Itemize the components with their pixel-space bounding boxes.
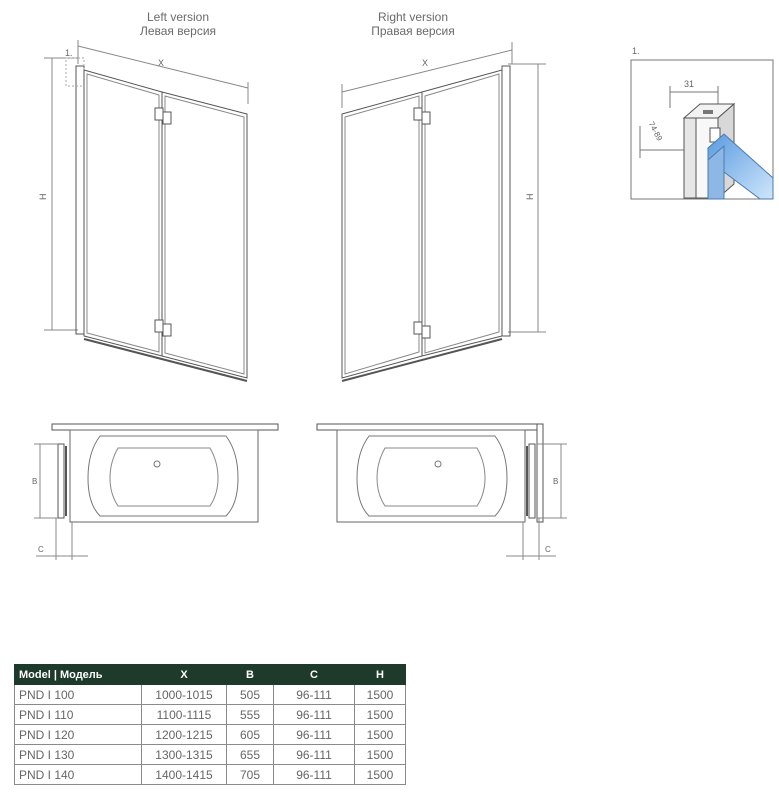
left-version-title-ru: Левая версия — [139, 24, 217, 38]
cell-x: 1000-1015 — [142, 685, 227, 705]
left-version-front-view — [44, 40, 248, 381]
left-height-label: H — [38, 193, 48, 200]
cell-model: PND I 120 — [15, 725, 142, 745]
right-width-label: X — [422, 58, 429, 68]
cell-model: PND I 110 — [15, 705, 142, 725]
cell-b: 655 — [227, 745, 274, 765]
right-c-label: C — [545, 545, 551, 554]
table-row — [15, 765, 406, 785]
table-header-row — [15, 665, 406, 685]
right-version-front-view — [342, 42, 546, 381]
header-c: C — [274, 665, 355, 685]
cell-model: PND I 100 — [15, 685, 142, 705]
cell-model: PND I 130 — [15, 745, 142, 765]
table-row — [15, 685, 406, 705]
right-version-title-en: Right version — [377, 10, 449, 24]
cell-model: PND I 140 — [15, 765, 142, 785]
cell-h: 1500 — [355, 745, 406, 765]
right-version-title-ru: Правая версия — [371, 24, 455, 38]
right-height-label: H — [525, 193, 535, 200]
cell-h: 1500 — [355, 725, 406, 745]
cell-x: 1100-1115 — [142, 705, 227, 725]
cell-c: 96-111 — [274, 745, 355, 765]
right-b-label: B — [553, 477, 559, 486]
table-row — [15, 725, 406, 745]
cell-b: 505 — [227, 685, 274, 705]
left-version-title-en: Left version — [146, 10, 210, 24]
cell-x: 1300-1315 — [142, 745, 227, 765]
cell-b: 705 — [227, 765, 274, 785]
header-b: B — [227, 665, 274, 685]
cell-c: 96-111 — [274, 705, 355, 725]
left-bath-plan — [34, 424, 278, 560]
adjustment-range-label: 74-89 — [646, 120, 665, 143]
left-b-label: B — [32, 477, 38, 486]
profile-width-label: 31 — [684, 79, 695, 89]
left-detail-ref: 1. — [65, 48, 73, 58]
cell-c: 96-111 — [274, 725, 355, 745]
left-c-label: C — [38, 545, 44, 554]
cell-b: 555 — [227, 705, 274, 725]
cell-c: 96-111 — [274, 765, 355, 785]
cell-b: 605 — [227, 725, 274, 745]
cell-c: 96-111 — [274, 685, 355, 705]
header-x: X — [142, 665, 227, 685]
right-bath-plan — [317, 424, 567, 560]
header-h: H — [355, 665, 406, 685]
cell-x: 1200-1215 — [142, 725, 227, 745]
cell-h: 1500 — [355, 685, 406, 705]
table-row — [15, 705, 406, 725]
header-model: Model | Модель — [15, 665, 142, 685]
left-width-label: X — [158, 58, 165, 68]
cell-x: 1400-1415 — [142, 765, 227, 785]
detail-ref-label: 1. — [632, 46, 640, 56]
cell-h: 1500 — [355, 705, 406, 725]
cell-h: 1500 — [355, 765, 406, 785]
model-spec-table — [14, 664, 406, 785]
table-row — [15, 745, 406, 765]
